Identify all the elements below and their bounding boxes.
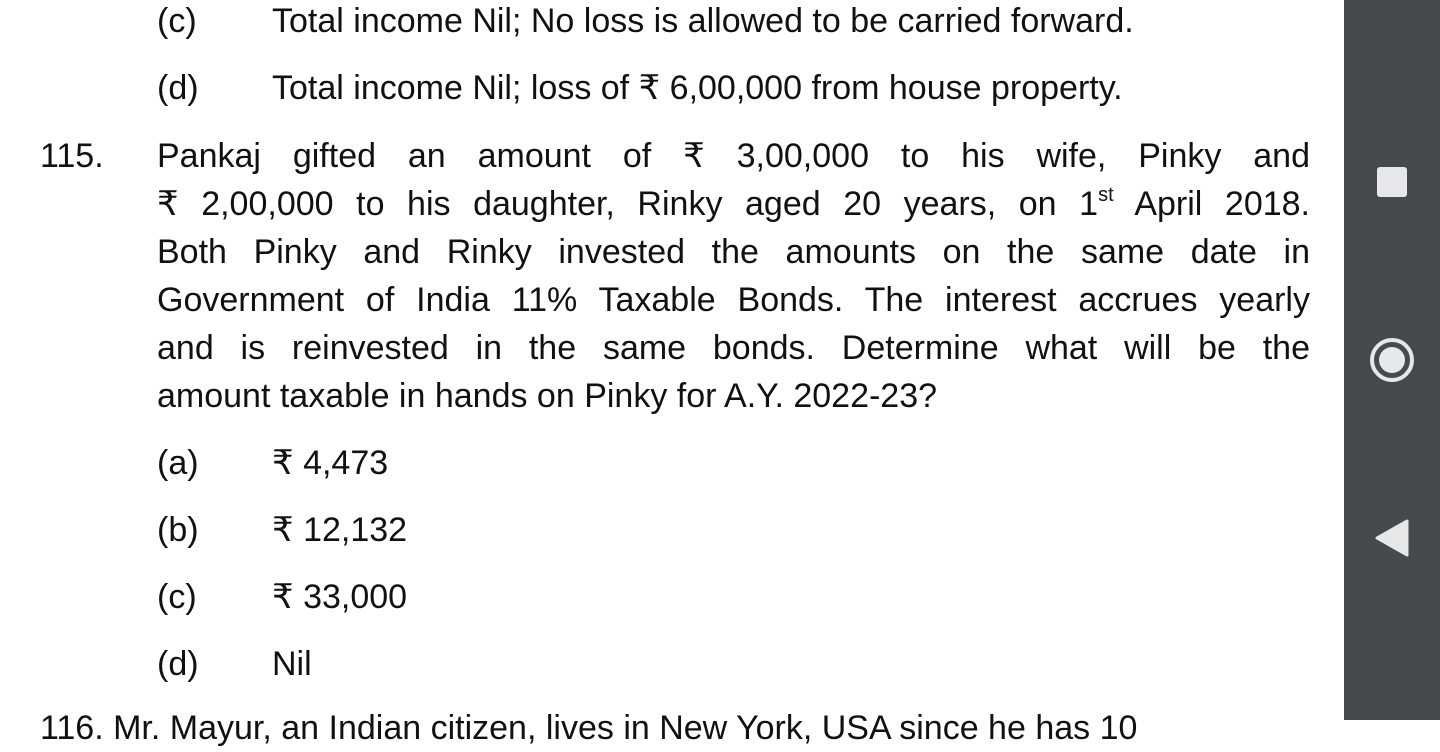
question-line-6: amount taxable in hands on Pinky for A.Y. 2022-23?	[157, 377, 938, 415]
option-text-d-prev: Total income Nil; loss of ₹ 6,00,000 from house property.	[272, 69, 1123, 107]
option-label-d: (d)	[157, 645, 199, 683]
back-triangle-icon	[1374, 518, 1410, 558]
option-label-c-prev: (c)	[157, 2, 197, 40]
option-text-d: Nil	[272, 645, 312, 683]
recents-button[interactable]	[1344, 134, 1440, 230]
option-text-c: ₹ 33,000	[272, 578, 408, 616]
question-number: 115.	[40, 137, 104, 175]
option-text-c-prev: Total income Nil; No loss is allowed to be carried forward.	[272, 2, 1134, 40]
option-label-b: (b)	[157, 511, 199, 549]
option-label-d-prev: (d)	[157, 69, 199, 107]
back-button[interactable]	[1344, 490, 1440, 586]
circle-icon	[1368, 336, 1416, 384]
ordinal-suffix: st	[1098, 183, 1114, 206]
home-button[interactable]	[1344, 312, 1440, 408]
question-line-3: Both Pinky and Rinky invested the amounts on the same date in	[157, 233, 1310, 271]
next-question-peek: 116. Mr. Mayur, an Indian citizen, lives in New York, USA since he has 10	[40, 709, 1138, 747]
option-text-a: ₹ 4,473	[272, 444, 389, 482]
question-line-2-main: ₹ 2,00,000 to his daughter, Rinky aged 20 years, on 1	[157, 185, 1099, 223]
square-icon	[1375, 165, 1409, 199]
question-line-1: Pankaj gifted an amount of ₹ 3,00,000 to his wife, Pinky and	[157, 137, 1310, 175]
question-line-2	[157, 180, 1310, 228]
question-line-5: and is reinvested in the same bonds. Determine what will be the	[157, 329, 1310, 367]
question-line-4: Government of India 11% Taxable Bonds. The interest accrues yearly	[157, 281, 1310, 319]
option-text-b: ₹ 12,132	[272, 511, 408, 549]
navigation-bar	[1344, 0, 1440, 720]
option-label-c: (c)	[157, 578, 197, 616]
option-label-a: (a)	[157, 444, 199, 482]
question-line-2-tail: April 2018.	[1113, 185, 1311, 223]
